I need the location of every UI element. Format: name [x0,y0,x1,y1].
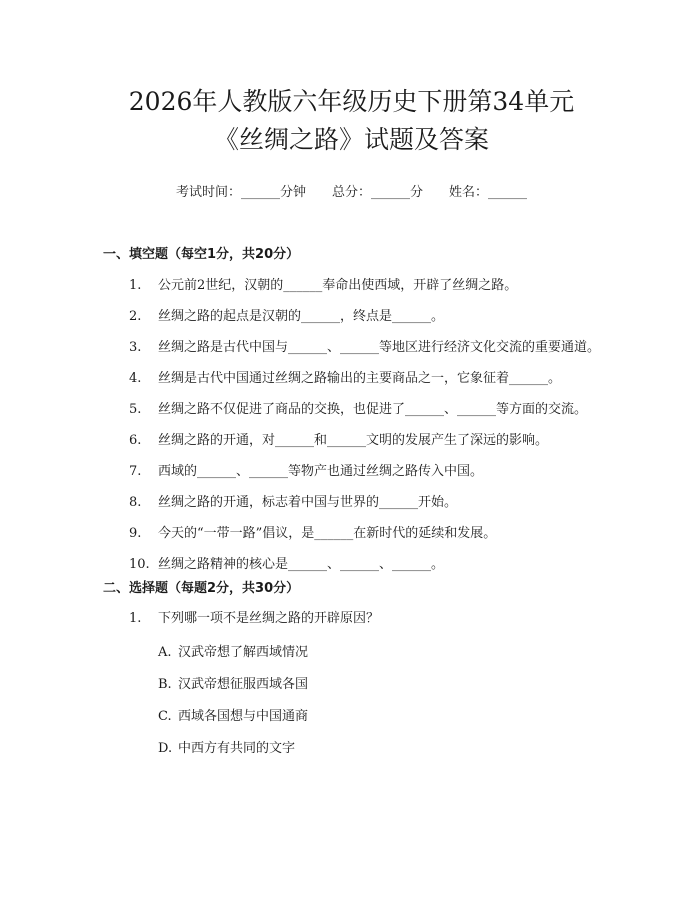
fill-question-5 [103,399,600,421]
choice-option-c [103,706,600,728]
fill-question-6 [103,430,600,452]
student-name-field: 姓名：______ [449,185,528,200]
exam-time-field: 考试时间：______分钟 [175,185,306,200]
fill-question-7 [103,461,600,483]
fill-blank-list [103,275,600,576]
question-number: 6. [129,433,142,448]
fill-question-10 [103,554,600,576]
fill-question-8 [103,492,600,514]
option-letter: B. [158,677,172,692]
option-text: 西域各国想与中国通商 [178,709,309,724]
question-number: 1. [129,611,142,626]
question-text: 丝绸之路的起点是汉朝的______，终点是______。 [158,309,445,324]
question-text: 公元前2世纪，汉朝的______奉命出使西域，开辟了丝绸之路。 [158,278,518,293]
choice-option-a [103,642,600,664]
question-number: 10. [129,557,150,572]
question-text: 丝绸之路的开通，标志着中国与世界的______开始。 [158,495,458,510]
question-number: 9. [129,526,142,541]
question-number: 3. [129,340,142,355]
fill-question-1 [103,275,600,297]
page-title-line2: 《丝绸之路》试题及答案 [213,125,489,154]
choice-option-d [103,738,600,760]
question-number: 2. [129,309,142,324]
exam-meta [103,184,600,202]
choice-option-b [103,674,600,696]
total-score-field: 总分：______分 [331,185,423,200]
option-letter: A. [158,645,172,660]
option-letter: C. [158,709,172,724]
question-text: 今天的“一带一路”倡议，是______在新时代的延续和发展。 [158,526,497,541]
option-text: 汉武帝想征服西域各国 [178,677,309,692]
section-choice-title: 二、选择题（每题2分，共30分） [103,581,300,596]
question-text: 丝绸之路是古代中国与______、______等地区进行经济文化交流的重要通道。 [158,340,601,355]
question-text: 丝绸之路精神的核心是______、______、______。 [158,557,445,572]
question-number: 4. [129,371,142,386]
fill-question-3 [103,337,600,359]
fill-question-9 [103,523,600,545]
section-fill-blank-title: 一、填空题（每空1分，共20分） [103,247,300,262]
question-number: 1. [129,278,142,293]
question-number: 7. [129,464,142,479]
page-title-line1: 2026年人教版六年级历史下册第34单元 [128,87,575,116]
question-text: 丝绸之路的开通，对______和______文明的发展产生了深远的影响。 [158,433,549,448]
option-text: 中西方有共同的文字 [178,741,296,756]
fill-question-4 [103,368,600,390]
option-text: 汉武帝想了解西域情况 [178,645,309,660]
choice-question-1 [103,608,600,630]
question-text: 丝绸是古代中国通过丝绸之路输出的主要商品之一，它象征着______。 [158,371,562,386]
option-letter: D. [158,741,173,756]
question-text: 下列哪一项不是丝绸之路的开辟原因？ [158,611,380,626]
question-number: 8. [129,495,142,510]
question-text: 丝绸之路不仅促进了商品的交换，也促进了______、______等方面的交流。 [158,402,588,417]
choice-question-list [103,608,600,760]
question-text: 西域的______、______等物产也通过丝绸之路传入中国。 [158,464,484,479]
question-number: 5. [129,402,142,417]
fill-question-2 [103,306,600,328]
